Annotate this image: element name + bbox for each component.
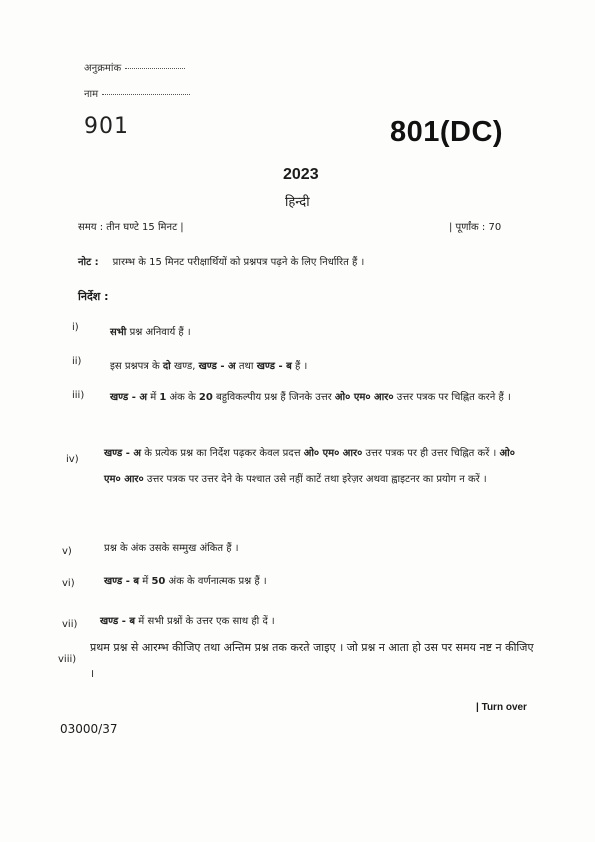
instruction-bold-segment: ओ० एम० आर० [303,448,363,459]
instruction-segment: उत्तर पत्रक पर उत्तर देने के पश्चात उसे नहीं काटें तथा इरेज़र अथवा ह्वाइटनर का प्रयोग न करें । [143,474,487,485]
paper-footer-code: 03000/37 [60,722,118,736]
note-label: नोट : [78,257,99,268]
time-allowed: समय : तीन घण्टे 15 मिनट | [78,222,184,233]
instruction-bold-segment: खण्ड - अ [110,392,148,403]
instruction-segment: में सभी प्रश्नों के उत्तर एक साथ ही दें । [135,616,275,627]
subject-title: हिन्दी [285,195,310,210]
instruction-number: iv) [66,454,79,465]
name-dotted-line [102,94,190,95]
instruction-bold-segment: खण्ड - ब [100,616,136,627]
instruction-text [90,635,538,687]
instruction-segment: उत्तर पत्रक पर चिह्नित करने हैं । [393,392,511,403]
instruction-bold-segment: खण्ड - ब [256,361,292,372]
instruction-number: vi) [62,578,75,589]
instruction-number: ii) [72,356,82,367]
instruction-text [100,609,532,635]
instruction-segment: अंक के वर्णनात्मक प्रश्न हैं । [165,576,267,587]
instruction-number: vii) [62,619,78,630]
instruction-segment: बहुविकल्पीय प्रश्न हैं जिनके उत्तर [212,392,335,403]
instruction-bold-segment: 50 [151,576,166,587]
exam-year: 2023 [283,166,319,183]
instruction-text [104,536,534,562]
roll-number-label: अनुक्रमांक [84,63,122,74]
roll-number-field [84,60,185,74]
instruction-text [110,385,530,411]
instruction-text [110,320,530,346]
roll-number-handwritten: 901 [84,114,129,139]
instruction-bold-segment: खण्ड - अ [104,448,142,459]
instruction-segment: के प्रत्येक प्रश्न का निर्देश पढ़कर केवल प्रदत्त [141,448,304,459]
instruction-segment: उत्तर पत्रक पर ही उत्तर चिह्नित करें । [362,448,500,459]
instruction-bold-segment: 20 [198,392,213,403]
max-marks: | पूर्णांक : 70 [449,222,502,233]
roll-number-dotted-line [125,68,185,69]
instruction-bold-segment: खण्ड - अ [198,361,236,372]
note-row [78,254,364,268]
instruction-bold-segment: खण्ड - ब [104,576,140,587]
name-label: नाम [84,89,99,100]
instruction-bold-segment: सभी [110,327,127,338]
instruction-segment: प्रश्न अनिवार्य हैं । [126,327,191,338]
note-text: प्रारम्भ के 15 मिनट परीक्षार्थियों को प्रश्नपत्र पढ़ने के लिए निर्धारित हैं । [112,257,365,268]
name-field [84,86,190,100]
instruction-bold-segment: दो [162,361,171,372]
instruction-segment: में [147,392,160,403]
instruction-number: iii) [72,390,85,401]
instruction-text [104,441,532,493]
instruction-number: viii) [58,654,77,665]
instruction-bold-segment: ओ० एम० आर० [334,392,394,403]
instruction-text [104,569,534,595]
instruction-number: i) [72,322,79,333]
instruction-bold-segment: ओ० एम० आर० [104,448,515,485]
instruction-text [110,354,530,380]
instruction-segment: प्रश्न के अंक उसके सम्मुख अंकित हैं । [104,543,239,554]
instruction-segment: प्रथम प्रश्न से आरम्भ कीजिए तथा अन्तिम प्रश्न तक करते जाइए । जो प्रश्न न आता हो उस पर समय नष्ट न कीजिए । [90,641,534,680]
instruction-segment: तथा [235,361,257,372]
instruction-segment: इस प्रश्नपत्र के [110,361,163,372]
instruction-bold-segment: 1 [159,392,167,403]
instruction-number: v) [62,546,72,557]
instruction-segment: खण्ड, [170,361,199,372]
instruction-segment: अंक के [166,392,199,403]
turn-over-label: | Turn over [476,702,527,713]
instruction-segment: हैं । [291,361,308,372]
instructions-heading: निर्देश : [78,290,109,303]
paper-code: 801(DC) [390,116,504,148]
instruction-segment: में [139,576,152,587]
